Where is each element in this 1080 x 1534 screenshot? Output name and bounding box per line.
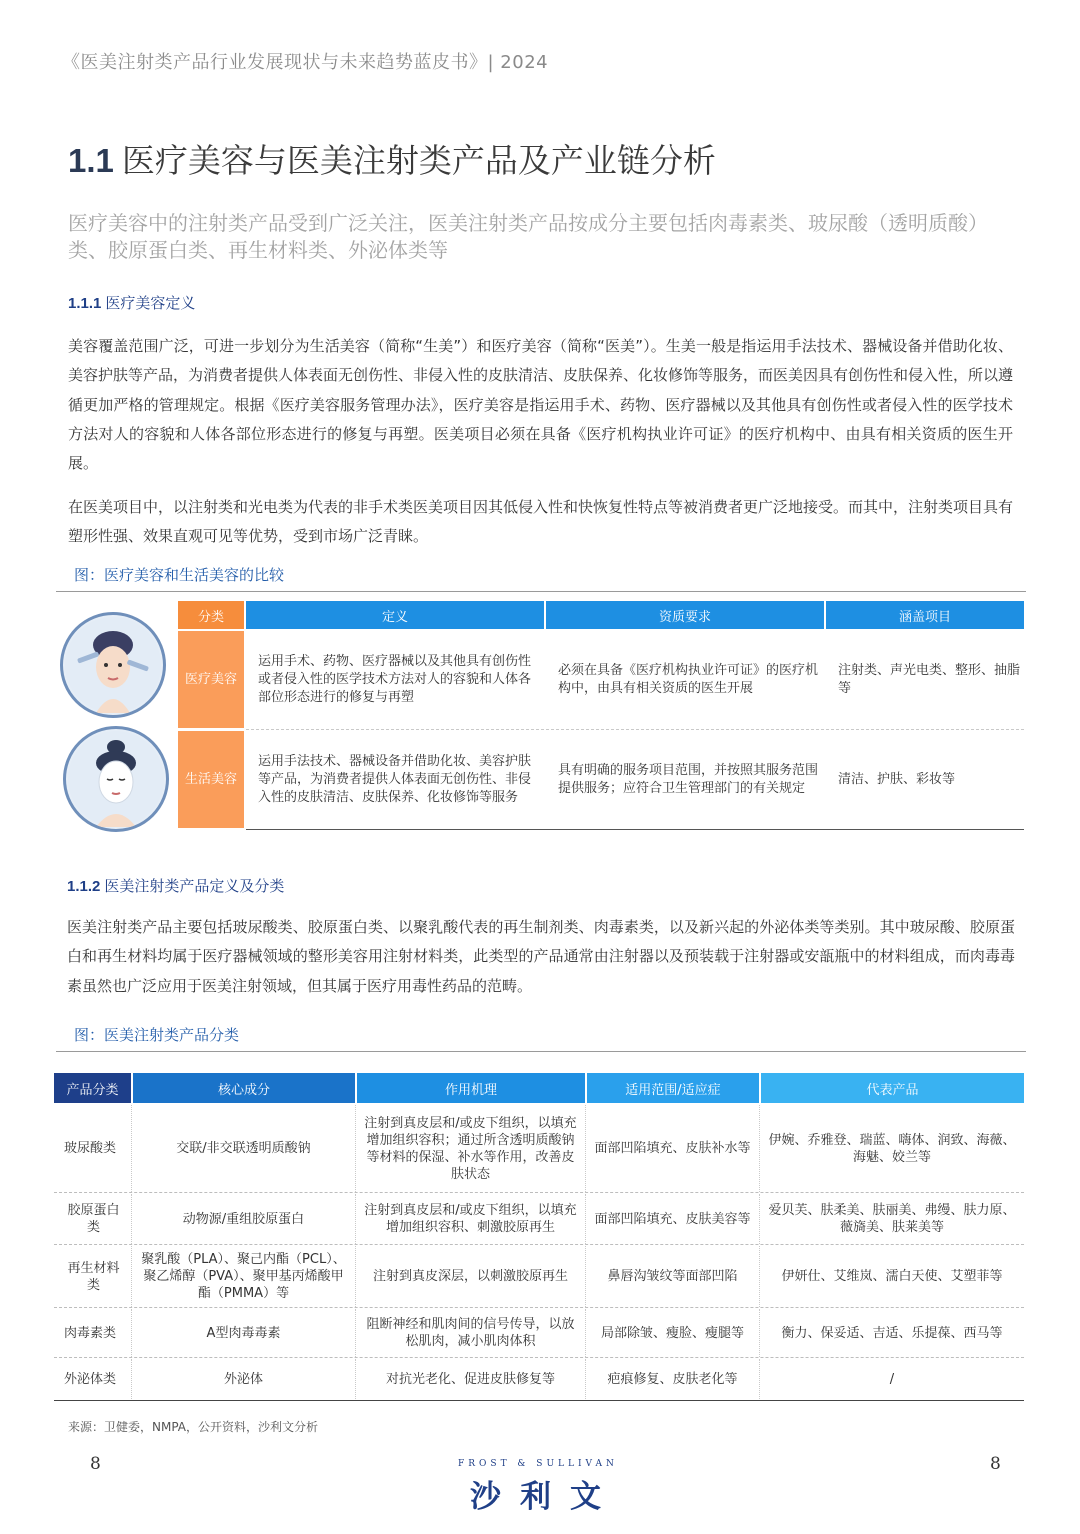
t2-cell: 再生材料类 (54, 1246, 132, 1307)
t2-cell: 交联/非交联透明质酸钠 (132, 1105, 356, 1192)
t2-cell: 对抗光老化、促进皮肤修复等 (356, 1359, 586, 1399)
t1-header-qualification: 资质要求 (546, 601, 824, 629)
subsection-heading-2 (67, 875, 284, 896)
t2-cell: 伊婉、乔雅登、瑞蓝、嗨体、润致、海薇、海魅、姣兰等 (768, 1132, 1016, 1165)
t1-row1-qualification: 必须在具备《医疗机构执业许可证》的医疗机构中，由具有相关资质的医生开展 (558, 662, 819, 696)
t2-cell: / (889, 1371, 895, 1387)
frost-sullivan-logo-cn: 沙利文 (470, 1479, 620, 1515)
subsection-number-2: 1.1.2 (67, 878, 101, 895)
t2-bottom-rule (54, 1400, 1024, 1401)
t1-row2-category: 生活美容 (178, 731, 244, 828)
table-row (54, 1105, 1024, 1193)
subsection-heading-1 (68, 292, 195, 313)
source-note: 来源：卫健委，NMPA，公开资料，沙利文分析 (68, 1420, 319, 1434)
t1-header-items: 涵盖项目 (826, 601, 1024, 629)
subsection-title-2: 医美注射类产品定义及分类 (104, 877, 285, 895)
subsection-title-1: 医疗美容定义 (105, 294, 196, 312)
t2-cell: 鼻唇沟皱纹等面部凹陷 (586, 1246, 760, 1307)
page-number-left: 8 (90, 1454, 101, 1474)
t2-cell: 注射到真皮深层，以刺激胶原再生 (356, 1246, 586, 1307)
page-number-right: 8 (990, 1454, 1001, 1474)
figure-rule-2 (56, 1051, 1026, 1052)
t1-header-category: 分类 (178, 601, 244, 629)
section-intro: 医疗美容中的注射类产品受到广泛关注，医美注射类产品按成分主要包括肉毒素类、玻尿酸（透明质酸）类、胶原蛋白类、再生材料类、外泌体类等 (68, 211, 988, 262)
section-title (68, 135, 716, 182)
t1-row1-definition: 运用手术、药物、医疗器械以及其他具有创伤性或者侵入性的医学技术方法对人的容貌和人体各部位形态进行的修复与再塑 (258, 653, 532, 705)
figure-title-2: 图：医美注射类产品分类 (74, 1026, 240, 1044)
paragraph-1: 美容覆盖范围广泛，可进一步划分为生活美容（简称“生美”）和医疗美容（简称“医美”）。生美一般是指运用手法技术、器械设备并借助化妆、美容护肤等产品，为消费者提供人体表面无创伤性、非侵入性的皮肤清洁、皮肤保养、化妆修饰等服务，而医美因具有创伤性和侵入性，所以遵循更加严格的管理规定。根据《医疗美容服务管理办法》，医疗美容是指运用手术、药物、医疗器械以及其他具有创伤性或者侵入性的医学技术方法对人的容貌和人体各部位形态进行的修复与再塑。医美项目必须在具备《医疗机构执业许可证》的医疗机构中、由具有相关资质的医生开展。 (68, 337, 1014, 473)
figure-rule-1 (56, 591, 1026, 592)
t1-header-definition: 定义 (246, 601, 544, 629)
t1-row2-items: 清洁、护肤、彩妆等 (838, 771, 956, 787)
t2-cell: 玻尿酸类 (54, 1105, 132, 1192)
table-row (54, 1194, 1024, 1245)
t2-header-scope: 适用范围/适应症 (587, 1073, 759, 1103)
t2-cell: A型肉毒毒素 (132, 1309, 356, 1357)
t2-header-products: 代表产品 (761, 1073, 1024, 1103)
t2-header-class: 产品分类 (54, 1073, 131, 1103)
t1-row2-qualification: 具有明确的服务项目范围，并按照其服务范围提供服务；应符合卫生管理部门的有关规定 (558, 762, 819, 796)
section-title-text: 医疗美容与医美注射类产品及产业链分析 (121, 141, 716, 180)
t1-bottom-rule (246, 829, 1024, 830)
frost-sullivan-logo-en: FROST & SULLIVAN (458, 1459, 618, 1469)
table-row (54, 1246, 1024, 1308)
document-header: 《医美注射类产品行业发展现状与未来趋势蓝皮书》| 2024 (62, 52, 549, 73)
paragraph-3: 医美注射类产品主要包括玻尿酸类、胶原蛋白类、以聚乳酸代表的再生制剂类、肉毒素类，以及新兴起的外泌体类等类别。其中玻尿酸、胶原蛋白和再生材料均属于医疗器械领域的整形美容用注射材料类，此类型的产品通常由注射器以及预装载于注射器或安瓿瓶中的材料组成，而肉毒毒素虽然也广泛应用于医美注射领域，但其属于医疗用毒性药品的范畴。 (67, 918, 1015, 995)
t1-row1-category: 医疗美容 (178, 631, 244, 728)
t2-cell: 局部除皱、瘦脸、瘦腿等 (586, 1309, 760, 1357)
subsection-number-1: 1.1.1 (68, 295, 102, 312)
t2-cell: 衡力、保妥适、吉适、乐提葆、西马等 (781, 1325, 1003, 1341)
table-row (54, 1309, 1024, 1358)
medical-beauty-avatar (60, 612, 166, 718)
t2-cell: 注射到真皮层和/或皮下组织，以填充增加组织容积、刺激胶原再生 (356, 1194, 586, 1244)
t1-row-divider (246, 729, 1024, 730)
t2-cell: 肉毒素类 (54, 1309, 132, 1357)
t2-cell: 爱贝芙、肤柔美、肤丽美、弗缦、肤力原、薇旖美、肤莱美等 (768, 1203, 1016, 1235)
t1-row2-definition: 运用手法技术、器械设备并借助化妆、美容护肤等产品，为消费者提供人体表面无创伤性、非侵入性的皮肤清洁、皮肤保养、化妆修饰等服务 (258, 753, 532, 805)
t2-header-ingredient: 核心成分 (133, 1073, 355, 1103)
paragraph-2: 在医美项目中，以注射类和光电类为代表的非手术类医美项目因其低侵入性和快恢复性特点等被消费者更广泛地接受。而其中，注射类项目具有塑形性强、效果直观可见等优势，受到市场广泛青睐。 (68, 498, 1014, 546)
figure-title-1: 图：医疗美容和生活美容的比较 (74, 566, 285, 584)
section-number: 1.1 (68, 142, 114, 179)
t2-cell: 阻断神经和肌肉间的信号传导，以放松肌肉，减小肌肉体积 (356, 1309, 586, 1357)
t2-cell: 疤痕修复、皮肤老化等 (586, 1359, 760, 1399)
t2-cell: 面部凹陷填充、皮肤补水等 (586, 1105, 760, 1192)
life-beauty-avatar (63, 726, 169, 832)
t2-cell: 注射到真皮层和/或皮下组织，以填充增加组织容积；通过所含透明质酸钠等材料的保湿、补水等作用，改善皮肤状态 (356, 1105, 586, 1192)
t2-cell: 动物源/重组胶原蛋白 (132, 1194, 356, 1244)
table-row (54, 1359, 1024, 1399)
t2-cell: 面部凹陷填充、皮肤美容等 (586, 1194, 760, 1244)
t2-header-mechanism: 作用机理 (357, 1073, 585, 1103)
t2-cell: 外泌体类 (54, 1359, 132, 1399)
t2-cell: 胶原蛋白类 (54, 1194, 132, 1244)
t1-row1-items: 注射类、声光电类、整形、抽脂等 (838, 662, 1021, 696)
t2-cell: 外泌体 (132, 1359, 356, 1399)
t2-cell: 伊妍仕、艾维岚、濡白天使、艾塑菲等 (781, 1269, 1003, 1284)
t2-cell: 聚乳酸（PLA）、聚己内酯（PCL）、聚乙烯醇（PVA）、聚甲基丙烯酸甲酯（PMMA）等 (132, 1246, 356, 1307)
